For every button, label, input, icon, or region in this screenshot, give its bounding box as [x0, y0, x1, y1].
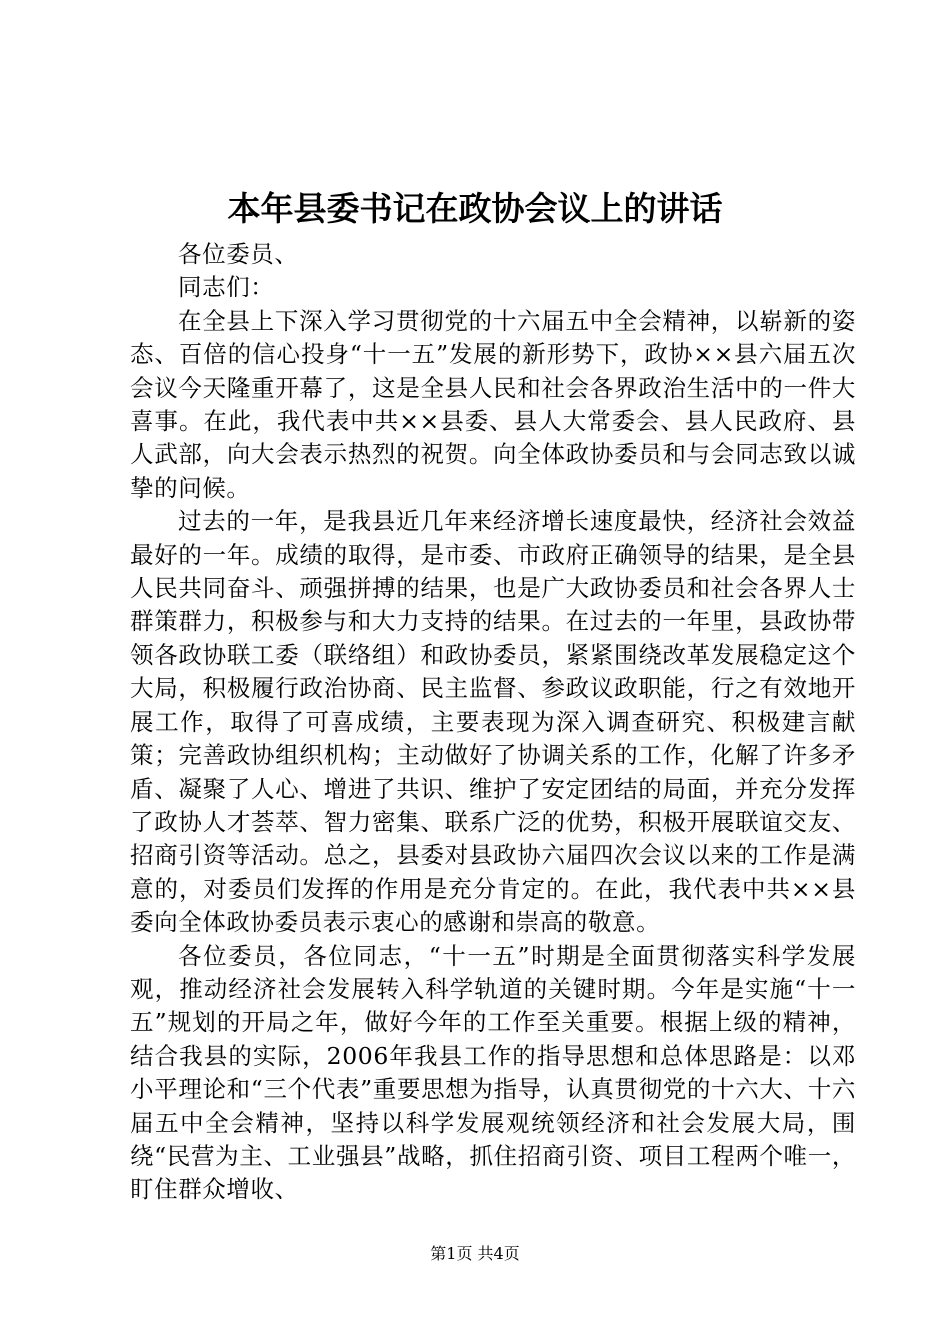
body-paragraph: 过去的一年，是我县近几年来经济增长速度最快，经济社会效益最好的一年。成绩的取得，是市委、市政府正确领导的结果，是全县人民共同奋斗、顽强拼搏的结果，也是广大政协委员和社会各界人士群策群力，积极参与和大力支持的结果。在过去的一年里，县政协带领各政协联工委（联络组）和政协委员，紧紧围绕改革发展稳定这个大局，积极履行政治协商、民主监督、参政议政职能，行之有效地开展工作，取得了可喜成绩，主要表现为深入调查研究、积极建言献策；完善政协组织机构；主动做好了协调关系的工作，化解了许多矛盾、凝聚了人心、增进了共识、维护了安定团结的局面，并充分发挥了政协人才荟萃、智力密集、联系广泛的优势，积极开展联谊交友、招商引资等活动。总之，县委对县政协六届四次会议以来的工作是满意的，对委员们发挥的作用是充分肯定的。在此，我代表中共××县委向全体政协委员表示衷心的感谢和崇高的敬意。: [130, 507, 856, 937]
body-paragraph: 各位委员，各位同志，“十一五”时期是全面贯彻落实科学发展观，推动经济社会发展转入科学轨道的关键时期。今年是实施“十一五”规划的开局之年，做好今年的工作至关重要。根据上级的精神，结合我县的实际，2006年我县工作的指导思想和总体思路是：以邓小平理论和“三个代表”重要思想为指导，认真贯彻党的十六大、十六届五中全会精神，坚持以科学发展观统领经济和社会发展大局，围绕“民营为主、工业强县”战略，抓住招商引资、项目工程两个唯一，盯住群众增收、: [130, 941, 856, 1204]
document-title: 本年县委书记在政协会议上的讲话: [227, 189, 723, 228]
document-body: [130, 238, 856, 1207]
salutation-line: 同志们：: [178, 273, 275, 302]
salutation-line: 各位委员、: [178, 240, 299, 268]
page-number-footer: 第1页 共4页: [430, 1244, 520, 1263]
body-paragraph: 在全县上下深入学习贯彻党的十六届五中全会精神，以崭新的姿态、百倍的信心投身“十一五”发展的新形势下，政协××县六届五次会议今天隆重开幕了，这是全县人民和社会各界政治生活中的一件大喜事。在此，我代表中共××县委、县人大常委会、县人民政府、县人武部，向大会表示热烈的祝贺。向全体政协委员和与会同志致以诚挚的问候。: [130, 306, 856, 502]
